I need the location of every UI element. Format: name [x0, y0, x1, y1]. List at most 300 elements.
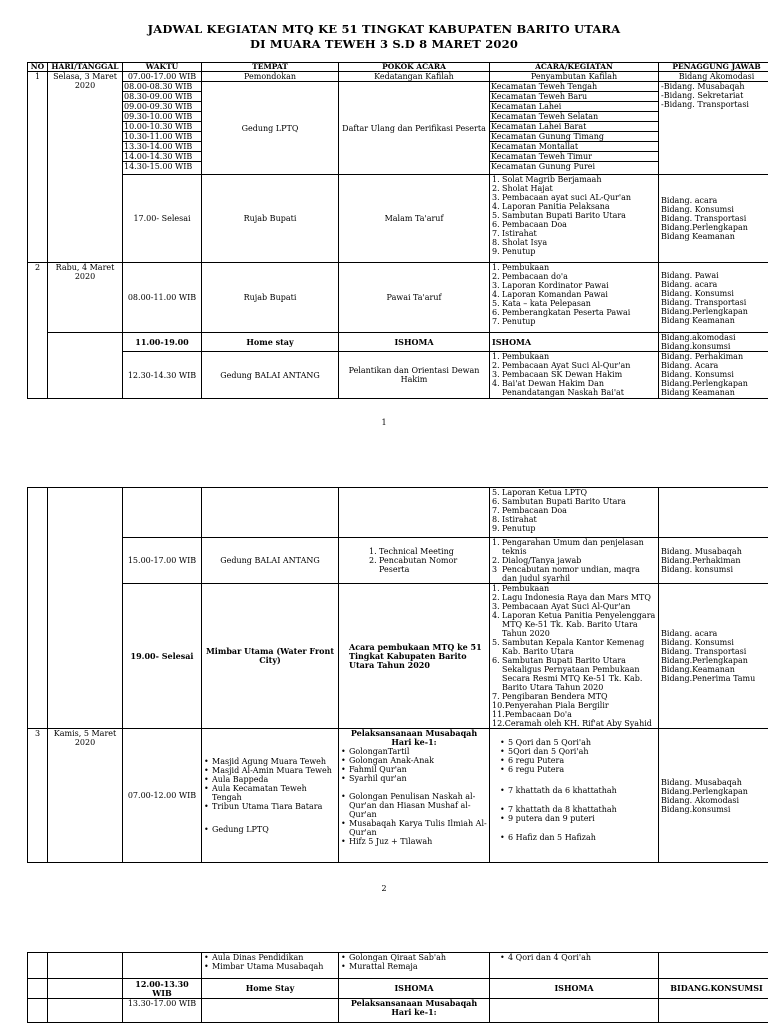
row-pic	[659, 333, 768, 352]
list-item-text: Pembukaan	[502, 352, 550, 361]
row-no: 1	[28, 72, 48, 263]
list-item	[492, 692, 656, 701]
table-row	[28, 82, 768, 175]
page-title-line-1: JADWAL KEGIATAN MTQ KE 51 TINGKAT KABUPATEN BARITO UTARA	[147, 22, 621, 36]
list-item-text: 7 khattath da 6 khattathah	[508, 786, 617, 795]
list-item	[500, 814, 656, 823]
list-item-text: 4 Qori dan 4 Qori'ah	[508, 953, 592, 962]
row-pic-empty	[659, 953, 768, 979]
pic-item: Bidang. Perhakiman	[661, 352, 744, 361]
list-item	[492, 538, 656, 556]
list-item-text: Pembacaan Doa	[502, 220, 567, 229]
list-item-number: 9.	[492, 524, 500, 533]
list-item	[204, 802, 336, 811]
header-day: HARI/TANGGAL	[48, 63, 123, 72]
row-main-list	[339, 538, 490, 584]
list-item-text: Istirahat	[502, 229, 537, 238]
pic-item: Bidang. Konsumsi	[661, 288, 734, 298]
list-item-text: Ceramah oleh KH. Rif'at Aby Syahid	[504, 719, 652, 728]
list-item-text: Pembukaan	[502, 584, 550, 593]
bullet-icon: •	[500, 756, 505, 765]
list-item-number: 4.	[492, 611, 500, 620]
list-item	[500, 765, 656, 774]
list-item	[492, 211, 656, 220]
list-item-text: 7 khattath da 8 khattathah	[508, 805, 617, 814]
list-item-number: 7.	[492, 506, 500, 515]
row-day-empty	[48, 999, 123, 1023]
pic-item: Bidang.Keamanan	[661, 665, 735, 674]
list-item-text: Pembacaan Doa	[502, 506, 567, 515]
bullet-icon: •	[500, 765, 505, 774]
time-slot: 09.00-09.30 WIB	[123, 102, 201, 112]
bullet-icon: •	[341, 747, 346, 756]
list-item	[492, 299, 656, 308]
list-item-text: Penutup	[502, 317, 536, 326]
list-item	[341, 819, 487, 837]
list-item-text: Pembacaan SK Dewan Hakim	[502, 370, 623, 379]
table-row	[28, 488, 768, 538]
list-item-text: Sambutan Bupati Barito Utara	[502, 211, 626, 220]
list-item-text: 6 regu Putera	[508, 756, 565, 765]
bullet-icon: •	[204, 962, 209, 971]
list-item	[492, 584, 656, 593]
list-item-text: Laporan Ketua LPTQ	[502, 488, 588, 497]
table-row	[28, 72, 768, 82]
bullet-icon: •	[341, 837, 346, 846]
bullet-icon: •	[204, 775, 209, 784]
list-item-text: Laporan Panitia Pelaksana	[502, 202, 610, 211]
list-item-text: Syarhil qur'an	[349, 774, 407, 783]
pic-item: Bidang. Musabaqah	[661, 547, 742, 556]
row-time: 11.00-19.00	[123, 333, 202, 352]
list-item-number: 1.	[369, 547, 377, 556]
bullet-icon: •	[500, 953, 505, 962]
list-item	[492, 193, 656, 202]
bullet-icon: •	[341, 756, 346, 765]
row-activity-list	[490, 175, 659, 263]
list-item-text: Kata – kata Pelepasan	[502, 299, 591, 308]
bullet-icon: •	[500, 805, 505, 814]
list-item	[500, 756, 656, 765]
table-row	[28, 979, 768, 999]
list-item	[492, 556, 656, 565]
table-row	[28, 352, 768, 399]
pic-item: Bidang. Konsumsi	[661, 370, 734, 379]
list-item-text: Penyerahan Piala Bergilir	[504, 701, 609, 710]
list-item-number: 11.	[492, 710, 505, 719]
list-item-number: 6.	[492, 656, 500, 665]
list-item	[204, 825, 336, 834]
list-item-number: 7.	[492, 317, 500, 326]
pic-item: Bidang. konsumsi	[661, 565, 734, 574]
list-item-text: Aula Dinas Pendidikan	[212, 953, 304, 962]
list-item-text: Golongan Penulisan Naskah al-Qur'an dan Hiasan Mushaf al-Qur'an	[349, 792, 476, 819]
table-row	[28, 584, 768, 729]
row-place: Rujab Bupati	[202, 263, 339, 333]
list-item	[492, 263, 656, 272]
row-time: 12.30-14.30 WIB	[123, 352, 202, 399]
row-pic: Bidang Akomodasi	[659, 72, 768, 82]
row-activity-list	[490, 584, 659, 729]
row-activity-empty	[490, 999, 659, 1023]
pic-item: Bidang. Pawai	[661, 270, 719, 280]
list-item	[204, 953, 336, 962]
list-item: Kecamatan Teweh Timur	[490, 152, 658, 162]
list-item-text: Dialog/Tanya jawab	[502, 556, 582, 565]
list-item	[341, 962, 487, 971]
list-item	[492, 238, 656, 247]
list-item-number: 10.	[492, 701, 505, 710]
list-item	[492, 497, 656, 506]
list-item	[492, 638, 656, 656]
list-item-number: 7.	[492, 692, 500, 701]
table-row	[28, 175, 768, 263]
row-no-empty	[28, 979, 48, 999]
pic-item: Bidang Keamanan	[661, 315, 735, 325]
row-main-empty	[339, 488, 490, 538]
header-main: POKOK ACARA	[339, 63, 490, 72]
list-item-number: 5.	[492, 488, 500, 497]
list-item	[492, 361, 656, 370]
row-activity: ISHOMA	[490, 333, 659, 352]
pic-item: Bidang. Acara	[661, 361, 719, 370]
row-activity-list	[490, 263, 659, 333]
list-item	[204, 766, 336, 775]
list-item-text: Aula Kecamatan Teweh Tengah	[212, 784, 307, 802]
bullet-icon: •	[500, 747, 505, 756]
list-item-text: Lagu Indonesia Raya dan Mars MTQ	[502, 593, 651, 602]
list-item-text: Golongan Qiraat Sab'ah	[349, 953, 447, 962]
pic-item: Bidang.Perlengkapan	[661, 306, 748, 316]
row-day-empty	[48, 488, 123, 729]
list-item-number: 5.	[492, 211, 500, 220]
list-item-text: Pemberangkatan Peserta Pawai	[502, 308, 631, 317]
pic-item: -Bidang. Transportasi	[661, 100, 749, 109]
row-main: ISHOMA	[339, 333, 490, 352]
table-row	[28, 953, 768, 979]
bullet-icon: •	[500, 814, 505, 823]
pic-item: Bidang.Penerima Tamu	[661, 674, 756, 683]
row-pic-empty	[659, 488, 768, 538]
row-main: Daftar Ulang dan Perifikasi Peserta	[339, 82, 490, 175]
list-item-text: Pembukaan	[502, 263, 550, 272]
list-item-text: Pembacaan do'a	[502, 272, 568, 281]
list-item	[204, 784, 336, 802]
bullet-icon: •	[204, 757, 209, 766]
row-day-empty	[48, 979, 123, 999]
row-activity-list	[490, 729, 659, 863]
list-item	[500, 747, 656, 756]
list-item-text: Sambutan Kepala Kantor Kemenag Kab. Barito Utara	[502, 638, 645, 656]
bullet-icon: •	[341, 953, 346, 962]
list-item	[500, 786, 656, 795]
row-place-empty	[202, 999, 339, 1023]
list-item	[492, 272, 656, 281]
list-item	[500, 805, 656, 814]
list-item-number: 8.	[492, 515, 500, 524]
list-item-text: Fahmil Qur'an	[349, 765, 407, 774]
list-item	[204, 775, 336, 784]
row-place-empty	[202, 488, 339, 538]
list-item-text: Bai'at Dewan Hakim Dan Penandatangan Naskah Bai'at	[502, 379, 625, 397]
table-header-row	[28, 63, 768, 72]
list-item	[500, 833, 656, 842]
list-item-text: Pencabutan Nomor Peserta	[379, 556, 458, 574]
list-item-number: 3.	[492, 281, 500, 290]
list-item-number: 1.	[492, 263, 500, 272]
schedule-table-page-1	[27, 62, 768, 399]
time-slot: 14.00-14.30 WIB	[123, 152, 201, 162]
table-row	[28, 729, 768, 863]
list-item-text: Mimbar Utama Musabaqah	[212, 962, 324, 971]
list-item	[369, 556, 487, 574]
pic-item: -Bidang. Musabaqah	[661, 82, 745, 91]
row-day-empty	[48, 953, 123, 979]
list-item: Kecamatan Teweh Baru	[490, 92, 658, 102]
row-time-empty	[123, 953, 202, 979]
pic-item: Bidang.Perlengkapan	[661, 223, 748, 232]
row-no: 3	[28, 729, 48, 863]
list-item-text: Penutup	[502, 247, 536, 256]
list-item-text: Penutup	[502, 524, 536, 533]
time-slot: 09.30-10.00 WIB	[123, 112, 201, 122]
bullet-icon: •	[204, 825, 209, 834]
row-place: Pemondokan	[202, 72, 339, 82]
list-item-text: Pengibaran Bendera MTQ	[502, 692, 608, 701]
list-item	[492, 565, 656, 583]
pic-item: Bidang. Transportasi	[661, 647, 747, 656]
time-slot: 10.30-11.00 WIB	[123, 132, 201, 142]
row-time: 08.00-11.00 WIB	[123, 263, 202, 333]
list-item-number: 4.	[492, 202, 500, 211]
bullet-icon: •	[204, 766, 209, 775]
list-item-text: Pembacaan ayat suci AL-Qur'an	[502, 193, 632, 202]
header-time: WAKTU	[123, 63, 202, 72]
list-item	[492, 593, 656, 602]
row-day: Selasa, 3 Maret 2020	[48, 72, 123, 263]
pic-item: Bidang. Musabaqah	[661, 777, 742, 787]
row-pic	[659, 82, 768, 175]
list-item-text: 5Qori dan 5 Qori'ah	[508, 747, 589, 756]
list-item-number: 8.	[492, 238, 500, 247]
row-no: 2	[28, 263, 48, 399]
pic-item: Bidang.Perlengkapan	[661, 379, 748, 388]
table-row	[28, 263, 768, 333]
list-item: Kecamatan Lahei	[490, 102, 658, 112]
list-item-text: Sholat Isya	[502, 238, 548, 247]
pic-item: Bidang. acara	[661, 279, 718, 289]
row-place: Gedung BALAI ANTANG	[202, 352, 339, 399]
row-pic-empty	[659, 999, 768, 1023]
list-item-number: 3	[492, 565, 498, 574]
list-item-number: 9.	[492, 247, 500, 256]
list-item	[492, 370, 656, 379]
pic-item: Bidang.konsumsi	[661, 804, 731, 814]
list-item-text: Laporan Kordinator Pawai	[502, 281, 609, 290]
pic-item: Bidang.Perlengkapan	[661, 786, 748, 796]
pic-item: Bidang. Konsumsi	[661, 205, 734, 214]
page-number: 2	[381, 884, 387, 893]
bullet-icon: •	[500, 738, 505, 747]
list-item-text: Sambutan Bupati Barito Utara	[502, 497, 626, 506]
list-item-text: Solat Magrib Berjamaah	[502, 175, 602, 184]
row-activity-list	[490, 538, 659, 584]
pic-item: Bidang.akomodasi	[661, 333, 736, 342]
table-row	[28, 538, 768, 584]
row-pic	[659, 729, 768, 863]
list-item	[492, 611, 656, 638]
pic-item: Bidang Keamanan	[661, 232, 735, 241]
list-item: Kecamatan Teweh Selatan	[490, 112, 658, 122]
header-place: TEMPAT	[202, 63, 339, 72]
pic-item: -Bidang. Sekretariat	[661, 91, 744, 100]
list-item-number: 6.	[492, 308, 500, 317]
row-day-empty	[48, 333, 123, 399]
pic-item: Bidang.konsumsi	[661, 342, 731, 351]
pic-item: Bidang. Akomodasi	[661, 795, 740, 805]
list-item	[492, 202, 656, 211]
time-slot: 13.30-14.00 WIB	[123, 142, 201, 152]
pic-item: Bidang. Transportasi	[661, 214, 747, 223]
list-item	[341, 774, 487, 783]
list-item	[492, 656, 656, 692]
bullet-icon: •	[204, 802, 209, 811]
pic-item: Bidang. Transportasi	[661, 297, 747, 307]
time-slot: 08.00-08.30 WIB	[123, 82, 201, 92]
list-item-text: Laporan Ketua Panitia Penyelenggara MTQ Ke-51 Tk. Kab. Barito Utara Tahun 2020	[502, 611, 656, 638]
row-no-empty	[28, 999, 48, 1023]
bullet-icon: •	[204, 784, 209, 793]
list-item	[492, 308, 656, 317]
page-number: 1	[381, 418, 387, 427]
list-item-text: Pembacaan Do'a	[504, 710, 572, 719]
list-item	[492, 290, 656, 299]
page-title-line-2: DI MUARA TEWEH 3 S.D 8 MARET 2020	[249, 37, 519, 51]
list-item	[500, 738, 656, 747]
list-item-text: Masjid Agung Muara Teweh	[212, 757, 327, 766]
list-item-text: Pembacaan Ayat Suci Al-Qur'an	[502, 361, 631, 370]
list-item-text: Laporan Komandan Pawai	[502, 290, 608, 299]
list-item-number: 1.	[492, 538, 500, 547]
list-item	[492, 229, 656, 238]
list-item	[341, 953, 487, 962]
list-item-number: 12.	[492, 719, 505, 728]
list-item-number: 2.	[369, 556, 377, 565]
row-activity: ISHOMA	[490, 979, 659, 999]
row-time: 17.00- Selesai	[123, 175, 202, 263]
schedule-table-page-2	[27, 487, 768, 863]
row-pic	[659, 352, 768, 399]
schedule-table-page-3	[27, 952, 768, 1023]
list-item-number: 5.	[492, 638, 500, 647]
row-activity-list	[490, 488, 659, 538]
row-place-list	[202, 729, 339, 863]
row-time: 12.00-13.30 WIB	[123, 979, 202, 999]
list-item	[341, 765, 487, 774]
row-main: Pelantikan dan Orientasi Dewan Hakim	[339, 352, 490, 399]
row-activity: Penyambutan Kafilah	[490, 72, 659, 82]
list-item-text: Sambutan Bupati Barito Utara Sekaligus Pernyataan Pembukaan Secara Resmi MTQ Ke-51 Tk. Kab. Barito Utara Tahun 2020	[502, 656, 643, 692]
list-item	[500, 953, 656, 962]
row-place: Mimbar Utama (Water Front City)	[202, 584, 339, 729]
list-item-number: 6.	[492, 497, 500, 506]
list-item	[492, 602, 656, 611]
table-row	[28, 999, 768, 1023]
time-slot: 08.30-09.00 WIB	[123, 92, 201, 102]
musabaqah-title: Pelaksansanaan Musabaqah Hari ke-1:	[350, 728, 478, 747]
row-main: Pawai Ta'aruf	[339, 263, 490, 333]
list-item-text: Musabaqah Karya Tulis Ilmiah Al-Qur'an	[349, 819, 487, 837]
list-item-number: 2.	[492, 556, 500, 565]
list-item-text: Sholat Hajat	[502, 184, 553, 193]
list-item-number: 2.	[492, 184, 500, 193]
row-day: Rabu, 4 Maret 2020	[48, 263, 123, 333]
row-place: Gedung BALAI ANTANG	[202, 538, 339, 584]
list-item-text: Masjid Al-Amin Muara Teweh	[212, 766, 332, 775]
row-pic	[659, 584, 768, 729]
list-item-number: 1.	[492, 352, 500, 361]
list-item-text: 6 regu Putera	[508, 765, 565, 774]
list-item-number: 2.	[492, 272, 500, 281]
list-item-text: Pengarahan Umum dan penjelasan teknis	[502, 538, 644, 556]
bullet-icon: •	[341, 962, 346, 971]
list-item-text: Murattal Remaja	[349, 962, 418, 971]
row-day: Kamis, 5 Maret 2020	[48, 729, 123, 863]
list-item-number: 6.	[492, 220, 500, 229]
list-item: Kecamatan Montallat	[490, 142, 658, 152]
list-item: Kecamatan Teweh Tengah	[490, 82, 658, 92]
pic-item: Bidang. Konsumsi	[661, 638, 734, 647]
list-item-number: 7.	[492, 229, 500, 238]
bullet-icon: •	[500, 786, 505, 795]
list-item-text: 6 Hafiz dan 5 Hafizah	[508, 833, 596, 842]
header-no: NO	[28, 63, 48, 72]
list-item-text: Gedung LPTQ	[212, 825, 269, 834]
list-item	[492, 317, 656, 326]
list-item-number: 3.	[492, 602, 500, 611]
row-place: Home stay	[202, 333, 339, 352]
row-place: Home Stay	[202, 979, 339, 999]
list-item	[341, 837, 487, 846]
row-pic	[659, 263, 768, 333]
list-item: Kecamatan Lahei Barat	[490, 122, 658, 132]
list-item	[492, 701, 656, 710]
pic-item: Bidang.Perhakiman	[661, 556, 741, 565]
pic-item: Bidang. acara	[661, 629, 718, 638]
list-item	[492, 379, 656, 397]
bullet-icon: •	[341, 765, 346, 774]
list-item-number: 1.	[492, 584, 500, 593]
list-item	[492, 281, 656, 290]
row-pic	[659, 538, 768, 584]
list-item-text: Pencabutan nomor undian, maqra dan judul syarhil	[502, 565, 640, 583]
row-no-empty	[28, 488, 48, 729]
list-item-text: Hifz 5 Juz + Tilawah	[349, 837, 433, 846]
pic-item: Bidang.Perlengkapan	[661, 656, 748, 665]
bullet-icon: •	[204, 953, 209, 962]
time-slot: 14.30-15.00 WIB	[124, 162, 193, 171]
row-time: 19.00- Selesai	[123, 584, 202, 729]
list-item	[341, 792, 487, 819]
row-pic: BIDANG.KONSUMSI	[659, 979, 768, 999]
list-item: Kecamatan Gunung Purei	[491, 162, 596, 171]
row-place: Rujab Bupati	[202, 175, 339, 263]
list-item: Kecamatan Gunung Timang	[490, 132, 658, 142]
table-row	[28, 333, 768, 352]
musabaqah-title: Pelaksansanaan Musabaqah Hari ke-1:	[339, 999, 490, 1023]
list-item	[492, 506, 656, 515]
list-item-text: Technical Meeting	[379, 547, 454, 556]
